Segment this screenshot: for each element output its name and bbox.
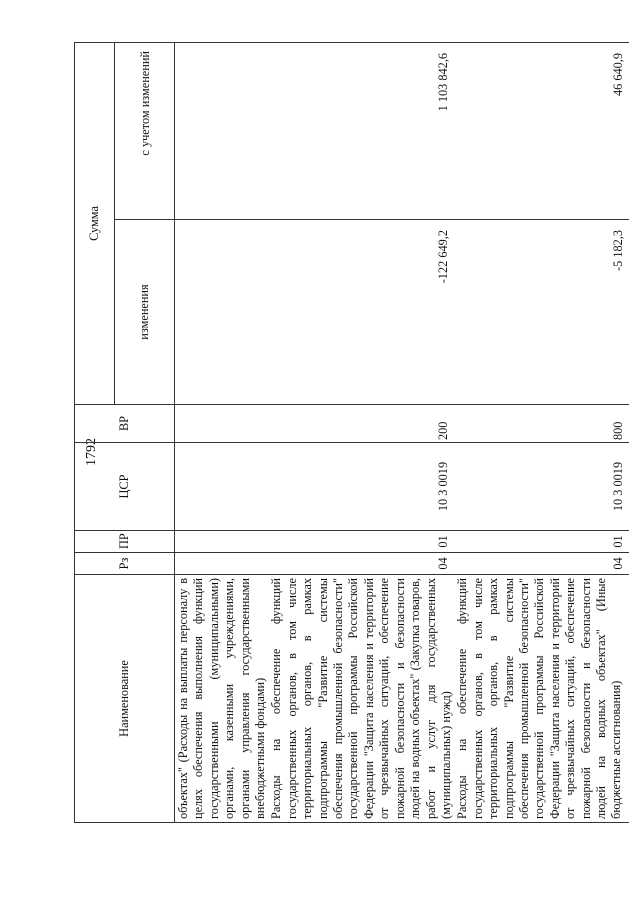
row-csr: 10 3 0019 — [268, 443, 454, 531]
row-csr: 10 3 0019 — [454, 443, 629, 531]
table-row — [175, 42, 269, 822]
header-sum: Сумма — [75, 42, 115, 404]
row-vr — [175, 405, 269, 443]
header-name: Наименование — [75, 575, 175, 823]
row-rz — [175, 553, 269, 575]
row-name: Расходы на обеспечение функций государственных органов, в том числе территориальных органов, в рамках подпрограммы "Развитие системы обеспечения промышленной безопасности" государственной программы Российской Федерации "Защита населения и территорий от чрезвычайных ситуаций, обеспечение пожарной безопасности и безопасности людей на водных объектах" (Иные бюджетные ассигнования) — [454, 575, 629, 823]
row-total: 1 103 842,6 — [268, 42, 454, 219]
row-change: -5 182,3 — [454, 220, 629, 405]
header-total: с учетом изменений — [115, 42, 175, 219]
row-total: 46 640,9 — [454, 42, 629, 219]
row-change: -122 649,2 — [268, 220, 454, 405]
row-change — [175, 220, 269, 405]
row-pr — [175, 531, 269, 553]
row-pr: 01 — [454, 531, 629, 553]
row-csr — [175, 443, 269, 531]
row-rz: 04 — [268, 553, 454, 575]
row-pr: 01 — [268, 531, 454, 553]
table-row — [454, 42, 629, 822]
row-name: Расходы на обеспечение функций государственных органов, в том числе территориальных органов, в рамках подпрограммы "Развитие системы обеспечения промышленной безопасности" государственной программы Российской Федерации "Защита населения и территорий от чрезвычайных ситуаций, обеспечение пожарной безопасности и безопасности людей на водных объектах" (Закупка товаров, работ и услуг для государственных (муниципальных) нужд) — [268, 575, 454, 823]
table-body — [175, 42, 630, 822]
header-change: изменения — [115, 220, 175, 405]
row-vr: 200 — [268, 405, 454, 443]
table-header — [75, 42, 175, 822]
row-vr: 800 — [454, 405, 629, 443]
table-row — [268, 42, 454, 822]
page-number: 1792 — [84, 438, 99, 466]
budget-table — [74, 42, 629, 823]
header-vr: ВР — [75, 405, 175, 443]
header-pr: ПР — [75, 531, 175, 553]
row-total — [175, 42, 269, 219]
row-name: объектах" (Расходы на выплаты персоналу в целях обеспечения выполнения функций государственными (муниципальными) органами, казенными учреждениями, органами управления государственными внебюджетными фондами) — [175, 575, 269, 823]
header-rz: Рз — [75, 553, 175, 575]
header-csr: ЦСР — [75, 443, 175, 531]
row-rz: 04 — [454, 553, 629, 575]
